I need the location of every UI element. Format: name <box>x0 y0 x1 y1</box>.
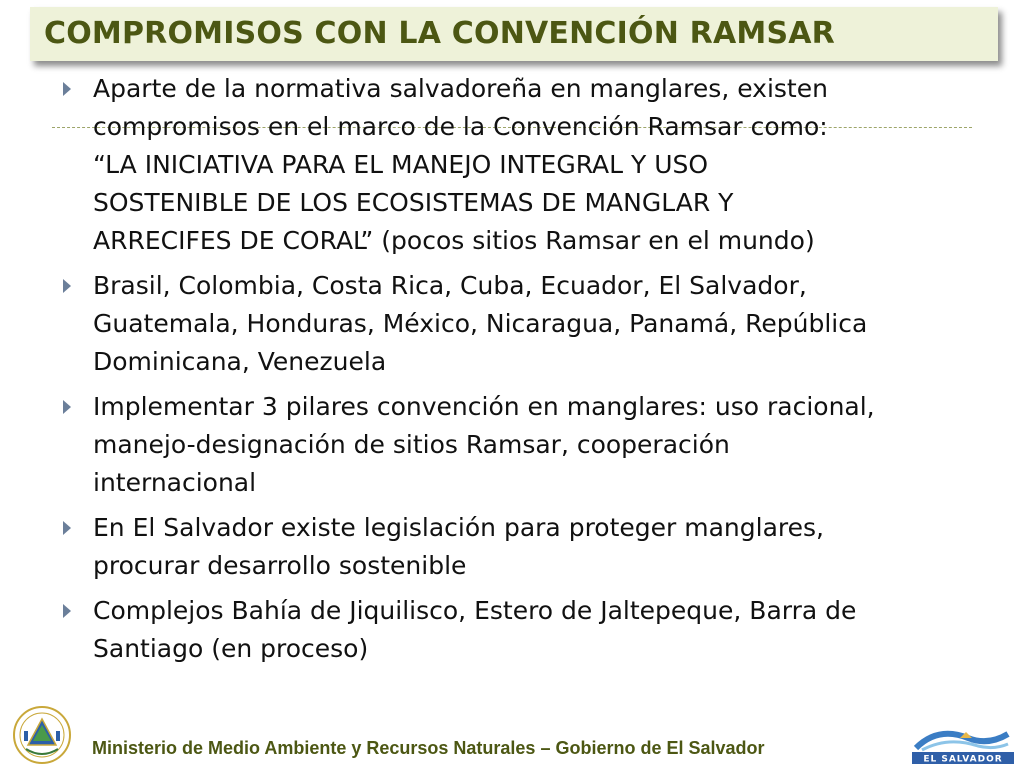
bullet-line: Dominicana, Venezuela <box>93 347 387 376</box>
bullet-line: manejo-designación de sitios Ramsar, cooperación <box>93 430 730 459</box>
bullet-arrow-icon <box>62 388 76 426</box>
bullet-line: Aparte de la normativa salvadoreña en manglares, existen <box>93 74 828 103</box>
bullet-item <box>60 509 960 585</box>
el-salvador-coat-of-arms-icon <box>12 705 72 765</box>
bullet-line: Santiago (en proceso) <box>93 634 369 663</box>
bullet-line: En El Salvador existe legislación para proteger manglares, <box>93 513 824 542</box>
bullet-item <box>60 388 960 502</box>
bullet-arrow-icon <box>62 509 76 547</box>
bullet-item <box>60 267 960 381</box>
el-salvador-government-logo-icon <box>908 716 1018 766</box>
bullet-list <box>60 70 960 675</box>
bullet-line: SOSTENIBLE DE LOS ECOSISTEMAS DE MANGLAR Y <box>93 188 734 217</box>
bullet-arrow-icon <box>62 592 76 630</box>
bullet-arrow-icon <box>62 70 76 108</box>
bullet-line: internacional <box>93 468 257 497</box>
slide-title: COMPROMISOS CON LA CONVENCIÓN RAMSAR <box>44 16 835 51</box>
bullet-item <box>60 592 960 668</box>
bullet-arrow-icon <box>62 267 76 305</box>
footer-ministry-text: Ministerio de Medio Ambiente y Recursos Naturales – Gobierno de El Salvador <box>92 738 765 758</box>
bullet-line: procurar desarrollo sostenible <box>93 551 467 580</box>
bullet-line: Brasil, Colombia, Costa Rica, Cuba, Ecuador, El Salvador, <box>93 271 807 300</box>
bullet-line: Implementar 3 pilares convención en manglares: uso racional, <box>93 392 875 421</box>
bullet-line: Complejos Bahía de Jiquilisco, Estero de Jaltepeque, Barra de <box>93 596 857 625</box>
logo-text: EL SALVADOR <box>923 754 1003 765</box>
bullet-line: “LA INICIATIVA PARA EL MANEJO INTEGRAL Y USO <box>93 150 709 179</box>
bullet-line: Guatemala, Honduras, México, Nicaragua, Panamá, República <box>93 309 868 338</box>
title-banner <box>30 7 998 61</box>
bullet-item <box>60 70 960 260</box>
bullet-line: compromisos en el marco de la Convención Ramsar como: <box>93 112 828 141</box>
bullet-line: ARRECIFES DE CORAL” (pocos sitios Ramsar en el mundo) <box>93 226 815 255</box>
